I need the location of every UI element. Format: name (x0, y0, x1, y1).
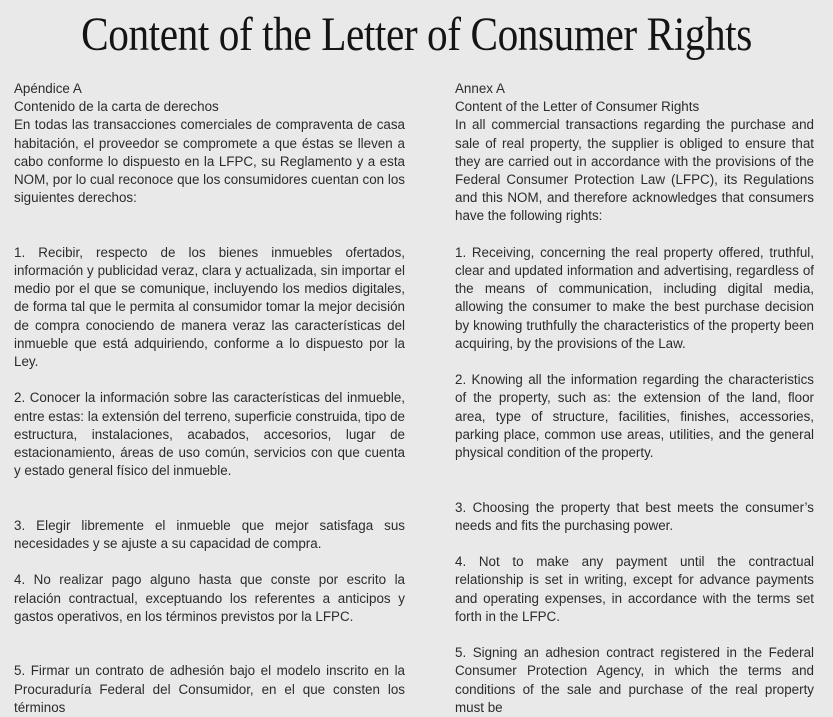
english-right-5: 5. Signing an adhesion contract registered in the Federal Consumer Protection Agency, in which the terms and conditions of the sale and purchase of the real property must be (455, 645, 814, 715)
spanish-column (14, 80, 405, 717)
english-intro: In all commercial transactions regarding the purchase and sale of real property, the supplier is obliged to ensure that they are carried out in accordance with the provisions of the Federal Consumer Protection Law (LFPC), its Regulations and this NOM, and therefore acknowledges that consumers have the following rights: (455, 117, 814, 224)
spanish-intro: En todas las transacciones comerciales de compraventa de casa habitación, el proveedor se compromete a que éstas se lleven a cabo conforme lo dispuesto en la LFPC, su Reglamento y a esta NOM, por lo cual reconoce que los consumidores cuentan con los siguientes derechos: (14, 117, 405, 206)
spanish-right-1: 1. Recibir, respecto de los bienes inmuebles ofertados, información y publicidad veraz, clara y actualizada, sin importar el medio por el que se comunique, incluyendo los medios digitales, de forma tal que le permita al consumidor tomar la mejor decisión de compra conociendo de manera veraz las características del inmueble que está adquiriendo, conforme a lo dispuesto por la Ley. (14, 244, 405, 370)
spanish-heading: Contenido de la carta de derechos (14, 99, 219, 115)
english-appendix-label: Annex A (455, 81, 505, 96)
english-right-1: 1. Receiving, concerning the real property offered, truthful, clear and updated information and advertising, regardless of the means of communication, including digital media, allowing the consumer to make the best purchase decision by knowing truthfully the characteristics of the property been acquiring, by the provisions of the Law. (455, 244, 814, 351)
english-right-3: 3. Choosing the property that best meets the consumer’s needs and fits the purchasing power. (455, 499, 814, 533)
spanish-right-4: 4. No realizar pago alguno hasta que conste por escrito la relación contractual, exceptuando los referentes a anticipos y gastos operativos, en los términos previstos por la LFPC. (14, 572, 405, 624)
spanish-appendix-label: Apéndice A (14, 81, 82, 96)
english-right-2: 2. Knowing all the information regarding the characteristics of the property, such as: the extension of the land, floor area, type of structure, facilities, finishes, accessories, parking place, common use areas, utilities, and the general physical condition of the property. (455, 372, 814, 461)
spanish-right-2: 2. Conocer la información sobre las características del inmueble, entre estas: la extensión del terreno, superficie construida, tipo de estructura, instalaciones, acabados, accesorios, lugar de estacionamiento, áreas de uso común, servicios con que cuenta y estado general físico del inmueble. (14, 390, 405, 479)
spanish-right-3: 3. Elegir libremente el inmueble que mejor satisfaga sus necesidades y se ajuste a su capacidad de compra. (14, 517, 405, 552)
page-title: Content of the Letter of Consumer Rights (81, 8, 752, 61)
spanish-right-5: 5. Firmar un contrato de adhesión bajo el modelo inscrito en la Procuraduría Federal del Consumidor, en el que consten los términos (14, 663, 405, 715)
english-column (455, 80, 814, 717)
english-right-4: 4. Not to make any payment until the contractual relationship is set in writing, except for advance payments and operating expenses, in accordance with the terms set forth in the LFPC. (455, 554, 814, 624)
english-heading: Content of the Letter of Consumer Rights (455, 99, 700, 115)
